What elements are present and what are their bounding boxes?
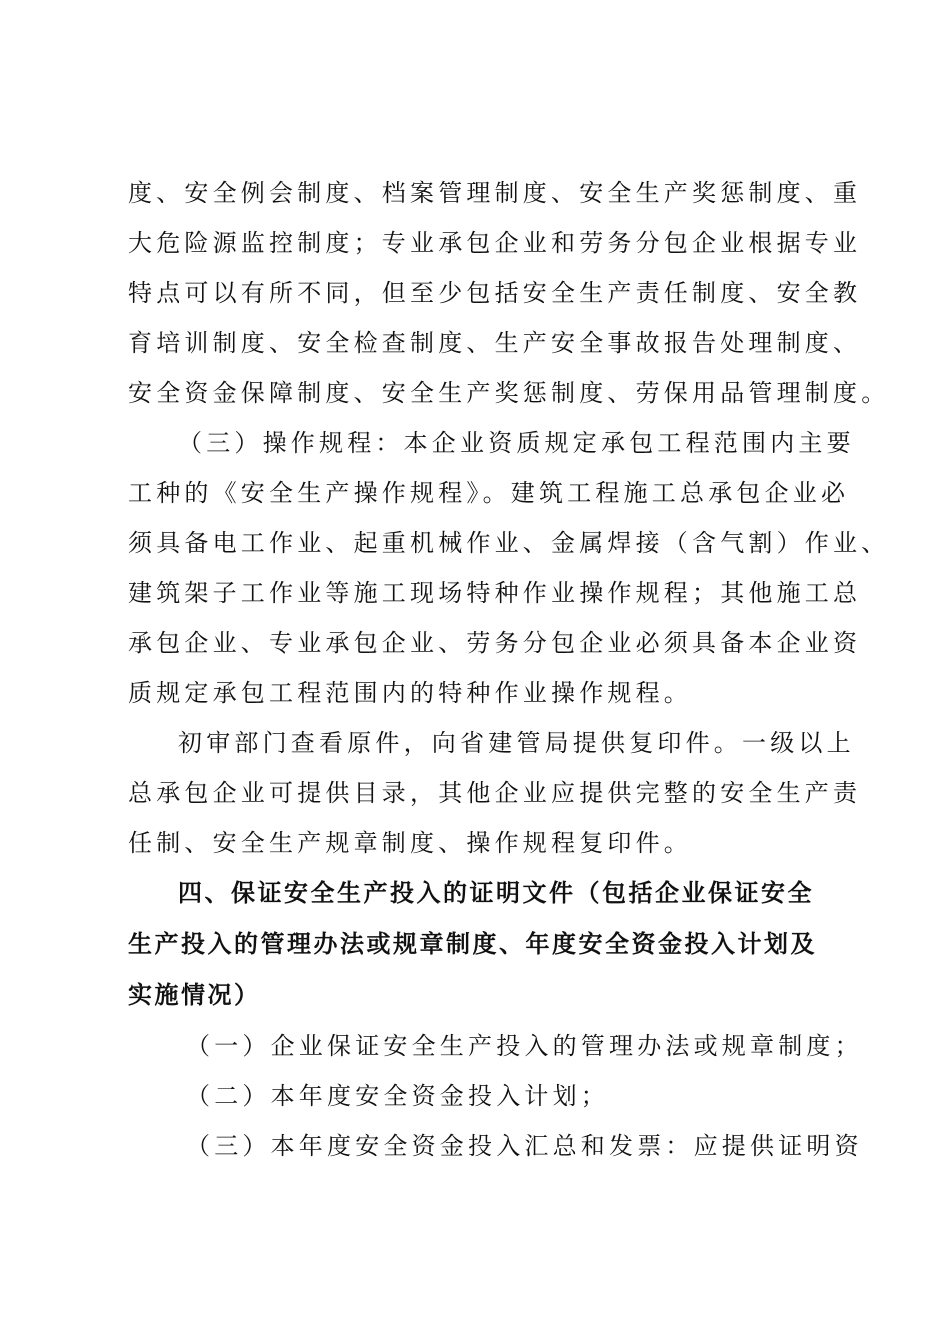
paragraph-operating-procedures [128, 418, 890, 718]
heading-line: 四、保证安全生产投入的证明文件（包括企业保证安全 [178, 879, 814, 907]
text-line: （二）本年度安全资金投入计划； [186, 1082, 609, 1110]
section-heading-4 [128, 868, 833, 1021]
text-line: 初审部门查看原件，向省建管局提供复印件。一级以上 [178, 729, 855, 757]
heading-line: 实施情况） [128, 981, 261, 1009]
text-line: 质规定承包工程范围内的特种作业操作规程。 [128, 679, 692, 707]
document-body [128, 168, 890, 1171]
text-line: 建筑架子工作业等施工现场特种作业操作规程；其他施工总 [128, 579, 862, 607]
text-line: 度、安全例会制度、档案管理制度、安全生产奖惩制度、重 [128, 179, 862, 207]
text-line: 安全资金保障制度、安全生产奖惩制度、劳保用品管理制度。 [128, 379, 890, 407]
text-line: （一）企业保证安全生产投入的管理办法或规章制度； [186, 1032, 863, 1060]
heading-line: 生产投入的管理办法或规章制度、年度安全资金投入计划及 [128, 930, 817, 958]
text-line: 特点可以有所不同，但至少包括安全生产责任制度、安全教 [128, 279, 862, 307]
text-line: （三）操作规程：本企业资质规定承包工程范围内主要 [178, 429, 855, 457]
text-line: 总承包企业可提供目录，其他企业应提供完整的安全生产责 [128, 779, 862, 807]
paragraph-safety-systems [128, 168, 890, 418]
paragraph-review-note [128, 718, 862, 868]
list-item-1 [128, 1021, 863, 1071]
text-line: 任制、安全生产规章制度、操作规程复印件。 [128, 829, 692, 857]
text-line: 承包企业、专业承包企业、劳务分包企业必须具备本企业资 [128, 629, 862, 657]
text-line: 大危险源监控制度；专业承包企业和劳务分包企业根据专业 [128, 229, 862, 257]
text-line: 育培训制度、安全检查制度、生产安全事故报告处理制度、 [128, 329, 862, 357]
text-line: 须具备电工作业、起重机械作业、金属焊接（含气割）作业、 [128, 529, 890, 557]
text-line: 工种的《安全生产操作规程》。建筑工程施工总承包企业必 [128, 479, 850, 507]
list-item-2 [128, 1071, 833, 1121]
list-item-3 [128, 1121, 863, 1171]
text-line: （三）本年度安全资金投入汇总和发票：应提供证明资 [186, 1132, 863, 1160]
